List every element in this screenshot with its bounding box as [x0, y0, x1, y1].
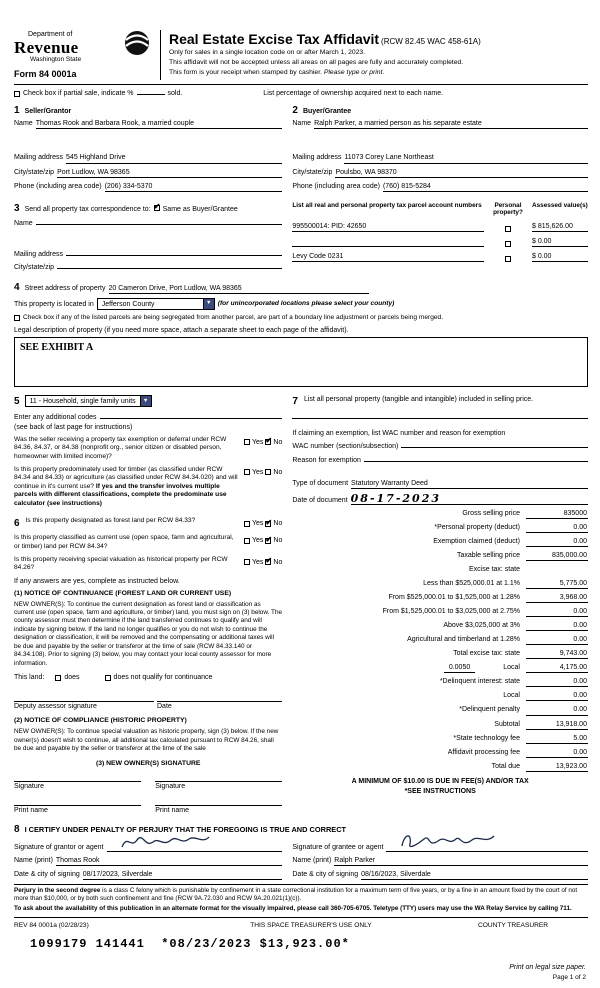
tax-row-value[interactable]: 3,968.00: [526, 593, 588, 603]
right-column: [292, 395, 588, 815]
current-use-question-text: Is this property classified as current use (open space, farm and agricultural, or timber) land per RCW 84.34?: [14, 534, 234, 550]
yes-checkbox[interactable]: [244, 521, 250, 527]
this-land-label: This land:: [14, 674, 45, 682]
tax-computation: [292, 509, 588, 772]
personal-property-checkbox[interactable]: [505, 256, 511, 262]
form-number: Form 84 0001a: [14, 68, 77, 79]
correspondence-mailing-label: Mailing address: [14, 250, 64, 258]
new-owner-signature-title: (3) NEW OWNER(S) SIGNATURE: [95, 759, 201, 767]
yes-label: Yes: [252, 537, 264, 545]
owner-printname-field[interactable]: [155, 794, 282, 806]
tax-row-label: Subtotal: [494, 720, 520, 728]
header-title-block: [160, 30, 588, 80]
tax-correspondence-block: [14, 202, 292, 272]
buyer-csz-label: City/state/zip: [292, 168, 333, 176]
owner-signature-field[interactable]: [14, 770, 141, 782]
tax-row-value[interactable]: 0.00: [526, 621, 588, 631]
tax-row-value[interactable]: 0.00: [526, 691, 588, 701]
assessed-value-field[interactable]: $ 815,626.00: [532, 222, 588, 232]
wac-number-label: WAC number (section/subsection): [292, 442, 399, 450]
buyer-phone-field[interactable]: (760) 815-5284: [383, 182, 588, 192]
grantor-signature-label: Signature of grantor or agent: [14, 843, 104, 851]
print-name-label: Print name: [14, 806, 48, 814]
section-2-buyer: [292, 104, 588, 191]
section-5-row: [14, 395, 282, 408]
county-note: (for unincorporated locations please select your county): [217, 299, 395, 307]
segregated-checkbox[interactable]: [14, 315, 20, 321]
legal-paper-note: Print on legal size paper.: [509, 964, 586, 972]
tax-row-label: From $525,000.01 to $1,525,000 at 1.28%: [388, 593, 520, 601]
deputy-date-label: Date: [157, 703, 172, 711]
sold-label: sold.: [167, 90, 183, 98]
assessed-value-field[interactable]: $ 0.00: [532, 237, 588, 247]
personal-property-column-header: Personal property?: [493, 201, 523, 217]
no-checkbox[interactable]: [265, 469, 271, 475]
section-1-seller: [14, 104, 292, 191]
no-checkbox[interactable]: [265, 559, 271, 565]
reason-exemption-label: Reason for exemption: [292, 456, 361, 464]
seller-mailing-label: Mailing address: [14, 154, 64, 162]
personal-property-label: List all personal property (tangible and intangible) included in selling price.: [303, 395, 534, 403]
personal-property-checkbox[interactable]: [505, 226, 511, 232]
tax-row-value[interactable]: 835000: [526, 509, 588, 519]
forest-land-question: [14, 517, 282, 530]
left-column: [14, 395, 292, 815]
section-5-number: 5: [14, 395, 20, 407]
tax-row-value[interactable]: 5.00: [526, 734, 588, 744]
see-instructions-note: *SEE INSTRUCTIONS: [404, 787, 476, 795]
grantee-date-label: Date & city of signing: [292, 870, 359, 878]
does-label: does: [64, 674, 80, 682]
grantor-name-label: Name (print): [14, 856, 53, 864]
section-6-number: 6: [14, 518, 20, 530]
perjury-paragraph: [14, 887, 588, 903]
timber-question-main: Is this property predominately used for timber (as classified under RCW 84.34 and 84.33) or agriculture (as classified under RCW 84.34.020) and will continue in it's current use?: [14, 465, 238, 490]
type-of-document-label: Type of document: [292, 480, 349, 487]
does-checkbox[interactable]: [55, 675, 61, 681]
legal-description-label: Legal description of property (if you need more space, attach a separate sheet to each page of the affidavit).: [14, 326, 349, 334]
no-checkbox[interactable]: [265, 538, 271, 544]
footer-divider-top: [14, 884, 588, 885]
tax-row-label: Local: [503, 692, 520, 700]
street-address-field[interactable]: 20 Cameron Drive, Port Ludlow, WA 98365: [109, 284, 369, 294]
tax-row-label: *Delinquent interest: state: [439, 678, 520, 686]
signature-label: Signature: [14, 783, 44, 791]
owner-signature-field[interactable]: [155, 770, 282, 782]
owner-printname-lines: [14, 794, 282, 815]
local-rate-field[interactable]: 0.0050: [444, 663, 475, 673]
tax-row-label: Total due: [491, 762, 520, 770]
type-or-print-note: Please type or print.: [323, 68, 385, 76]
excise-tax-state-heading: Excise tax: state: [469, 566, 520, 574]
tax-row-value[interactable]: 4,175.00: [526, 663, 588, 673]
header-note-2: This affidavit will not be accepted unless all areas on all pages are fully and accurately completed.: [169, 59, 464, 67]
county-value: Jefferson County: [101, 300, 155, 308]
tax-row-value[interactable]: 0.00: [526, 537, 588, 547]
tax-row-value[interactable]: 0.00: [526, 635, 588, 645]
owner-signature-lines: [14, 770, 282, 791]
notice-2-title: (2) NOTICE OF COMPLIANCE (HISTORIC PROPERTY): [14, 717, 187, 725]
same-as-buyer-label: Same as Buyer/Grantee: [162, 205, 238, 213]
perjury-lead: Perjury in the second degree: [14, 886, 101, 894]
seller-csz-label: City/state/zip: [14, 168, 55, 176]
tax-row-label: *State technology fee: [453, 734, 520, 742]
grantee-signature-scribble: [398, 830, 498, 852]
parcel-table: [292, 202, 588, 272]
wac-number-field[interactable]: [401, 447, 588, 448]
buyer-name-label: Name: [292, 120, 312, 128]
revenue-wordmark: Revenue: [14, 38, 79, 58]
tax-row-value[interactable]: 13,923.00: [526, 762, 588, 772]
timber-question-bold: If yes and the transfer involves multiple parcels with different classifications, complete the predominate use calculator (see instructions): [14, 482, 227, 507]
parcel-table-header: [292, 202, 588, 217]
no-label: No: [273, 520, 283, 528]
notice-1-body: NEW OWNER(S): To continue the current designation as forest land or classification as current use (open space, farm and agriculture, or timber) land, you must sign on (3) below. The county assessor must then determine if the land transferred continues to qualify and will indicate by signing below. If the land no longer qualifies or you do not wish to continue the designation or classification, it will be removed and the compensating or additional taxes will be due and payable by the seller or transferor at the time of sale (RCW 84.33.140 or 84.34.108). Prior to signing (3) below, you may contact your local county assessor for more information.: [14, 600, 283, 667]
deputy-date-field[interactable]: [157, 692, 282, 702]
seller-name-field[interactable]: Thomas Rook and Barbara Rook, a married couple: [36, 119, 283, 129]
does-not-checkbox[interactable]: [105, 675, 111, 681]
header-note-3: [169, 69, 588, 78]
header: [14, 30, 588, 85]
seller-mailing-field[interactable]: 545 Highland Drive: [66, 153, 282, 163]
seller-buyer-section: [14, 104, 588, 191]
tax-row-label: From $1,525,000.01 to $3,025,000 at 2.75%: [382, 607, 520, 615]
dropdown-arrow-icon[interactable]: [203, 299, 214, 309]
rcw-reference: (RCW 82.45 WAC 458-61A): [381, 37, 481, 46]
tax-row-value[interactable]: 5,775.00: [526, 579, 588, 589]
section-8-number: 8: [14, 823, 20, 835]
county-treasurer-label: COUNTY TREASURER: [477, 922, 549, 930]
historic-question-text: Is this property receiving special valuation as historical property per RCW 84.26?: [14, 555, 228, 572]
section-3: [14, 202, 588, 272]
timber-question: [14, 466, 282, 509]
section-8: [14, 823, 588, 880]
notice-1-title: (1) NOTICE OF CONTINUANCE (FOREST LAND OR CURRENT USE): [14, 589, 232, 597]
legal-description-box[interactable]: [14, 337, 588, 387]
partial-sale-row: [14, 89, 588, 98]
reason-exemption-field[interactable]: [364, 461, 588, 462]
tax-row-value[interactable]: 9,743.00: [526, 649, 588, 659]
grantor-signature-scribble: [119, 832, 211, 852]
correspondence-name-label: Name: [14, 219, 33, 227]
ownership-note: List percentage of ownership acquired next to each name.: [263, 90, 444, 98]
buyer-mailing-label: Mailing address: [292, 154, 342, 162]
grantor-signature-block: [14, 838, 292, 880]
type-of-document-row: [292, 479, 588, 489]
no-label: No: [273, 558, 283, 566]
no-checkbox[interactable]: [265, 439, 271, 445]
seller-name-label: Name: [14, 120, 33, 128]
tax-row-value[interactable]: 0.00: [526, 705, 588, 715]
signature-label: Signature: [155, 783, 186, 791]
yes-label: Yes: [252, 520, 264, 528]
grantee-name-label: Name (print): [292, 856, 332, 864]
deputy-assessor-row: [14, 692, 282, 702]
section-7-number: 7: [292, 395, 298, 407]
seller-phone-field[interactable]: (206) 334-5370: [105, 182, 283, 192]
parcel-number-field[interactable]: Levy Code 0231: [292, 252, 484, 262]
street-address-label: Street address of property: [24, 284, 106, 292]
buyer-csz-field[interactable]: Poulsbo, WA 98370: [335, 168, 588, 178]
buyer-title: Buyer/Grantee: [302, 108, 352, 116]
tax-row-value[interactable]: 0.00: [526, 523, 588, 533]
no-label: No: [273, 468, 283, 476]
bottom-right-block: [509, 963, 586, 982]
parcel-number-field[interactable]: 995500014: PID: 42650: [292, 222, 484, 232]
buyer-phone-label: Phone (including area code): [292, 182, 380, 190]
legal-description-text: SEE EXHIBIT A: [20, 341, 94, 353]
partial-sale-label: Check box if partial sale, indicate %: [23, 90, 134, 98]
parcel-row: [292, 237, 588, 247]
parcel-column-header: List all real and personal property tax parcel account numbers: [292, 201, 482, 209]
parcel-row: [292, 252, 588, 262]
rev-number: REV 84 0001a (02/28/23): [14, 922, 89, 930]
grantee-signature-block: [292, 838, 588, 880]
located-in-label: This property is located in: [14, 300, 94, 308]
segregated-note: Check box if any of the listed parcels are being segregated from another parcel, are part of a boundary line adjustment or parcels being merged.: [23, 314, 444, 322]
grantor-date-field[interactable]: 08/17/2023, Silverdale: [83, 870, 283, 880]
section-3-number: 3: [14, 202, 20, 214]
washington-state-label: Washington State: [30, 56, 82, 64]
send-correspondence-label: Send all property tax correspondence to:: [24, 205, 151, 213]
seller-phone-label: Phone (including area code): [14, 182, 102, 190]
alternate-format-note: To ask about the availability of this publication in an alternate format for the visually impaired, please call 360-705-6705. Teletype (TTY) users may use the WA Relay Service by calling 711.: [14, 905, 572, 913]
page-title: Real Estate Excise Tax Affidavit: [169, 31, 380, 47]
historic-question: [14, 556, 282, 573]
yes-checkbox[interactable]: [244, 469, 250, 475]
yes-label: Yes: [252, 558, 264, 566]
assessed-value-column-header: Assessed value(s): [531, 201, 588, 209]
tax-row-label: *Personal property (deduct): [434, 524, 520, 532]
footer-divider-bottom: [14, 917, 588, 918]
print-name-label: Print name: [155, 806, 190, 814]
tax-row-label: Above $3,025,000 at 3%: [443, 621, 520, 629]
owner-printname-field[interactable]: [14, 794, 141, 806]
section-2-number: 2: [292, 105, 298, 117]
tax-row-label: Taxable selling price: [456, 552, 520, 560]
tax-row-label: *Delinquent penalty: [459, 706, 520, 714]
yes-label: Yes: [252, 468, 264, 476]
yes-label: Yes: [252, 438, 264, 446]
tax-row-label: Exemption claimed (deduct): [433, 538, 520, 546]
treasurer-use-only-label: THIS SPACE TREASURER'S USE ONLY: [250, 922, 372, 930]
partial-sale-checkbox[interactable]: [14, 91, 20, 97]
tax-row-label: Total excise tax: state: [453, 650, 520, 658]
deputy-assessor-signature-field[interactable]: [14, 692, 154, 702]
does-not-label: does not qualify for continuance: [113, 674, 213, 682]
exemption-question-text: Was the seller receiving a property tax exemption or deferral under RCW 84.36, 84.37, or 84.38 (nonprofit org., senior citizen or disabled person, homeowner with limited income)?: [14, 435, 227, 461]
date-of-document-row: [292, 493, 588, 505]
tax-row-value[interactable]: 0.00: [526, 607, 588, 617]
correspondence-name-field[interactable]: [36, 224, 283, 225]
grantor-date-label: Date & city of signing: [14, 870, 80, 878]
notice-2-body: NEW OWNER(S): To continue special valuation as historic property, sign (3) below. If the new owner(s) doesn't wish to continue, all additional tax calculated pursuant to RCW 84.26, shall be due and payable by the seller or transferor at the time of the sale: [14, 728, 279, 753]
parcel-row: [292, 222, 588, 232]
perjury-rest: is a class C felony which is punishable by confinement in a state correctional institution for a maximum term of five years, or by a fine in an amount fixed by the court of not more than $10,000, or by both such confinement and fine (RCW 9A.72.030 and RCW 9A.20.021(1)(c)).: [14, 886, 578, 902]
grantee-signature-field[interactable]: [386, 840, 588, 852]
correspondence-mailing-field[interactable]: [66, 255, 282, 256]
exemption-claim-note: If claiming an exemption, list WAC number and reason for exemption: [292, 429, 506, 437]
current-use-question: [14, 534, 282, 551]
tax-row-value[interactable]: 835,000.00: [526, 551, 588, 561]
land-use-value: 11 - Household, single family units: [29, 397, 136, 405]
tax-row-label: Agricultural and timberland at 1.28%: [407, 635, 520, 643]
tax-row-label: Affidavit processing fee: [447, 748, 520, 756]
yes-checkbox[interactable]: [244, 538, 250, 544]
if-yes-note: If any answers are yes, complete as instructed below.: [14, 577, 180, 585]
tax-row-label: Gross selling price: [462, 510, 520, 518]
grantee-date-field[interactable]: 08/16/2023, Silverdale: [361, 870, 588, 880]
tax-row-label: Local: [503, 664, 520, 672]
middle-columns: [14, 395, 588, 815]
header-brand-block: [14, 30, 160, 80]
exemption-question: [14, 436, 282, 462]
tax-row-value[interactable]: 0.00: [526, 748, 588, 758]
dropdown-arrow-icon[interactable]: [140, 396, 151, 406]
no-checkbox[interactable]: [265, 521, 271, 527]
type-of-document-field[interactable]: Statutory Warranty Deed: [351, 479, 588, 489]
date-of-document-label: Date of document: [292, 497, 348, 504]
parcel-number-field[interactable]: [292, 246, 484, 247]
see-back-note: (see back of last page for instructions): [14, 423, 133, 431]
section-4: [14, 281, 588, 387]
certify-statement: I CERTIFY UNDER PENALTY OF PERJURY THAT THE FOREGOING IS TRUE AND CORRECT: [24, 824, 347, 834]
partial-percent-field[interactable]: [137, 94, 165, 95]
treasurer-stamp: 1099179 141441 *08/23/2023 $13,923.00*: [30, 936, 350, 951]
dor-logo-icon: [124, 30, 150, 56]
section-6: [14, 517, 282, 814]
tax-row-value[interactable]: 0.00: [526, 677, 588, 687]
grantee-name-field[interactable]: Ralph Parker: [334, 856, 588, 866]
correspondence-csz-field[interactable]: [57, 268, 282, 269]
section-4-number: 4: [14, 281, 20, 293]
correspondence-csz-label: City/state/zip: [14, 263, 55, 271]
buyer-name-field[interactable]: Ralph Parker, a married person as his separate estate: [314, 119, 588, 129]
additional-codes-field[interactable]: [100, 418, 283, 419]
grantor-name-field[interactable]: Thomas Rook: [56, 856, 282, 866]
forest-land-question-text: Is this property designated as forest land per RCW 84.33?: [25, 517, 196, 525]
tax-row-label: Less than $525,000.01 at 1.1%: [423, 579, 520, 587]
no-label: No: [273, 537, 283, 545]
additional-codes-label: Enter any additional codes: [14, 413, 97, 421]
deputy-assessor-label: Deputy assessor signature: [14, 703, 97, 711]
grantee-signature-label: Signature of grantee or agent: [292, 843, 384, 851]
section-7-row: [292, 395, 588, 408]
header-note-1: Only for sales in a single location code on or after March 1, 2023.: [169, 49, 366, 57]
dept-of-label: Department of: [28, 31, 73, 38]
assessed-value-field[interactable]: $ 0.00: [532, 252, 588, 262]
same-as-buyer-checkbox[interactable]: [154, 205, 160, 211]
seller-csz-field[interactable]: Port Ludlow, WA 98365: [57, 168, 282, 178]
no-label: No: [273, 438, 283, 446]
tax-row-value[interactable]: 13,918.00: [526, 720, 588, 730]
minimum-due-note: A MINIMUM OF $10.00 IS DUE IN FEE(S) AND/OR TAX: [351, 777, 529, 785]
grantor-signature-field[interactable]: [107, 840, 283, 852]
buyer-mailing-field[interactable]: 11073 Corey Lane Northeast: [344, 153, 588, 163]
yes-checkbox[interactable]: [244, 439, 250, 445]
personal-property-checkbox[interactable]: [505, 241, 511, 247]
yes-checkbox[interactable]: [244, 559, 250, 565]
land-use-dropdown[interactable]: [25, 395, 152, 407]
receipt-note: This form is your receipt when stamped by cashier.: [169, 68, 324, 76]
personal-property-field[interactable]: [292, 408, 588, 419]
page-indicator: Page 1 of 2: [552, 973, 586, 981]
section-1-number: 1: [14, 105, 20, 117]
seller-title: Seller/Grantor: [24, 108, 72, 116]
rev-row: [14, 922, 588, 931]
county-dropdown[interactable]: [97, 298, 215, 310]
timber-question-text: [14, 466, 240, 509]
date-of-document-field[interactable]: 08-17-2023: [351, 493, 588, 505]
